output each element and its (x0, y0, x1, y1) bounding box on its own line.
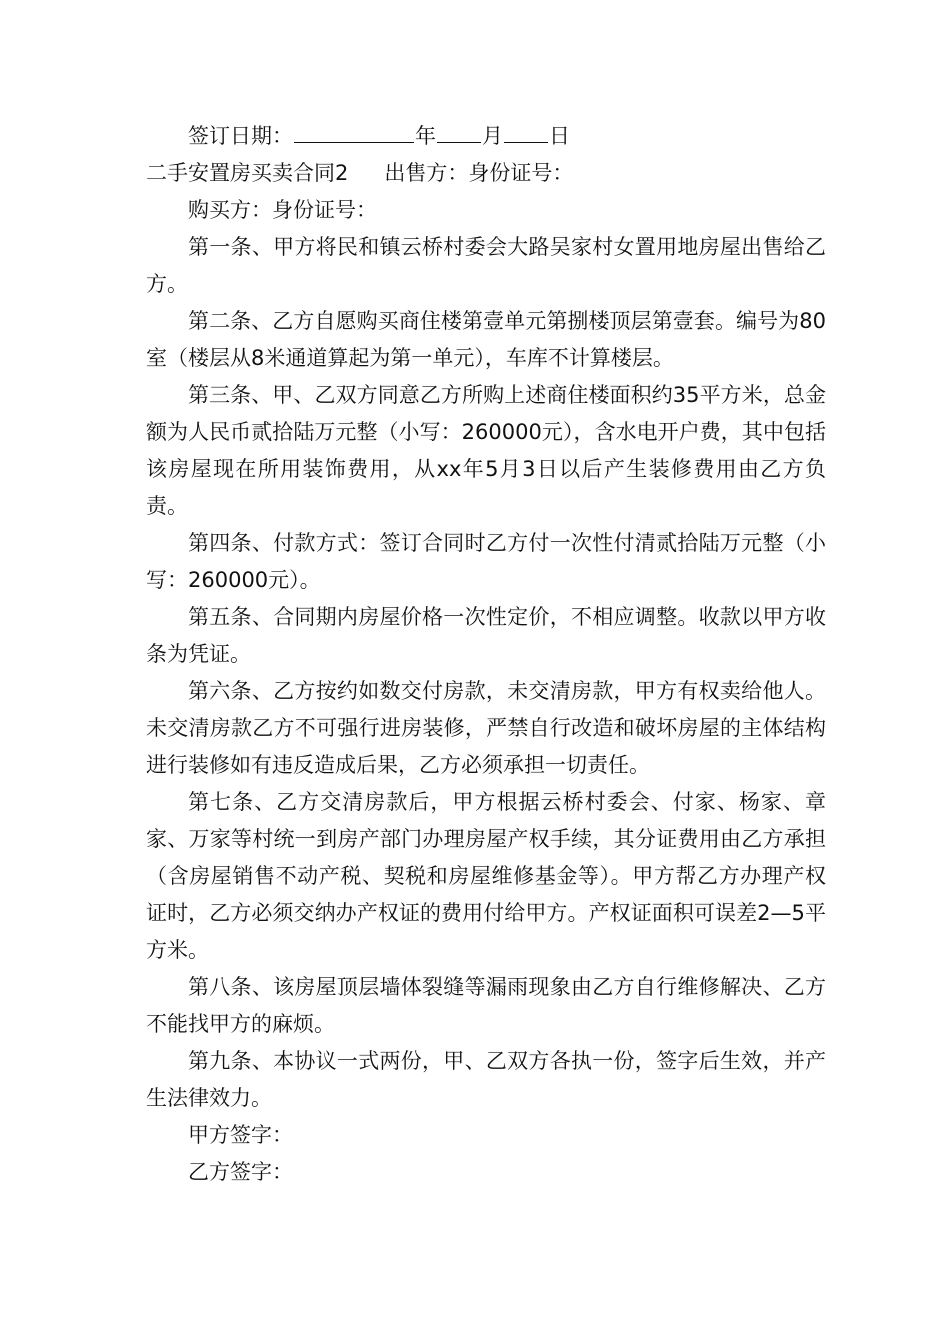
article-8: 第八条、该房屋顶层墙体裂缝等漏雨现象由乙方自行维修解决、乙方不能找甲方的麻烦。 (146, 975, 826, 1036)
day-label: 日 (549, 124, 570, 148)
contract-body (146, 116, 826, 1191)
title-seller-line (146, 155, 826, 192)
year-label: 年 (415, 124, 436, 148)
article-5: 第五条、合同期内房屋价格一次性定价，不相应调整。收款以甲方收条为凭证。 (146, 605, 826, 666)
day-blank (504, 116, 548, 143)
article-6: 第六条、乙方按约如数交付房款，未交清房款，甲方有权卖给他人。未交清房款乙方不可强行进房装修，严禁自行改造和破坏房屋的主体结构进行装修如有违反造成后果，乙方必须承担一切责任。 (146, 679, 826, 777)
article-3: 第三条、甲、乙双方同意乙方所购上述商住楼面积约35平方米，总金额为人民币贰拾陆万元整（小写：260000元），含水电开户费，其中包括该房屋现在所用装饰费用，从xx年5月3日以后产生装修费用由乙方负责。 (146, 383, 826, 518)
article-4: 第四条、付款方式：签订合同时乙方付一次性付清贰拾陆万元整（小写：260000元）。 (146, 531, 826, 592)
sign-date-line (146, 116, 826, 155)
party-a-signature: 甲方签字： (188, 1123, 293, 1147)
year-blank (294, 116, 414, 143)
contract-title: 二手安置房买卖合同2 (146, 161, 349, 185)
sign-date-label: 签订日期： (188, 124, 293, 148)
party-b-signature: 乙方签字： (188, 1160, 293, 1184)
month-label: 月 (482, 124, 503, 148)
buyer-line: 购买方：身份证号： (188, 198, 377, 222)
article-2: 第二条、乙方自愿购买商住楼第壹单元第捌楼顶层第壹套。编号为80室（楼层从8米通道算起为第一单元），车库不计算楼层。 (146, 309, 826, 370)
month-blank (437, 116, 481, 143)
article-1: 第一条、甲方将民和镇云桥村委会大路吴家村女置用地房屋出售给乙方。 (146, 235, 826, 296)
article-9: 第九条、本协议一式两份，甲、乙双方各执一份，签字后生效，并产生法律效力。 (146, 1049, 826, 1110)
article-7: 第七条、乙方交清房款后，甲方根据云桥村委会、付家、杨家、章家、万家等村统一到房产部门办理房屋产权手续，其分证费用由乙方承担（含房屋销售不动产税、契税和房屋维修基金等）。甲方帮乙方办理产权证时，乙方必须交纳办产权证的费用付给甲方。产权证面积可误差2—5平方米。 (146, 790, 826, 962)
seller-label: 出售方：身份证号： (384, 161, 574, 185)
